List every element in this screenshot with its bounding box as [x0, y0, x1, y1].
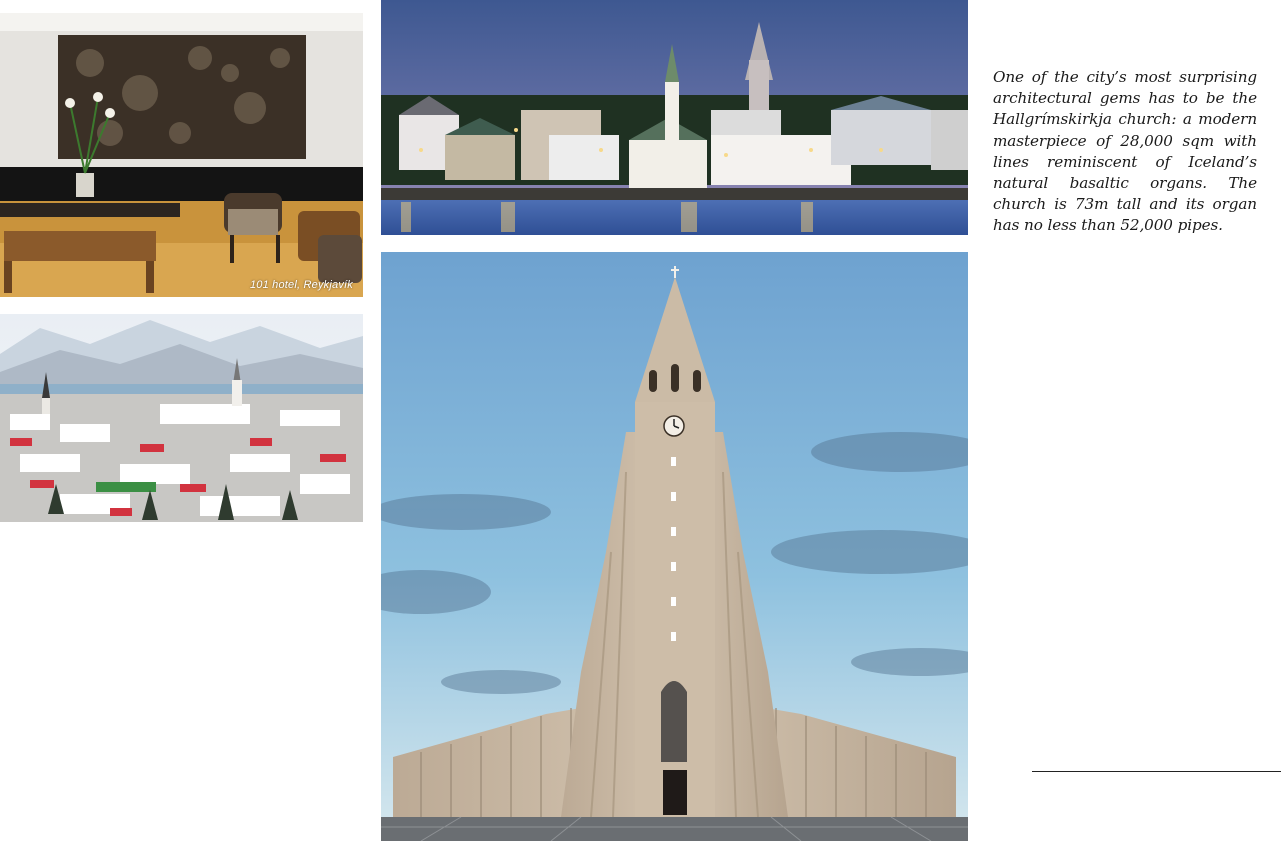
article-body-text: One of the city’s most surprising architectural gems has to be the Hallgrímskirkja church: a modern masterpiece of 28,000 sqm with lines reminiscent of Iceland’s natural basaltic organs. The church is 73m tall and its organ has no less than 52,000 pipes. [993, 68, 1257, 235]
reykjavik-city-photo [0, 314, 363, 522]
lake-church-photo [381, 0, 968, 235]
hotel-lobby-photo [0, 13, 363, 297]
horizontal-divider [1032, 771, 1281, 772]
photo-caption: 101 hotel, Reykjavík [249, 279, 353, 291]
hallgrimskirkja-photo [381, 252, 968, 841]
